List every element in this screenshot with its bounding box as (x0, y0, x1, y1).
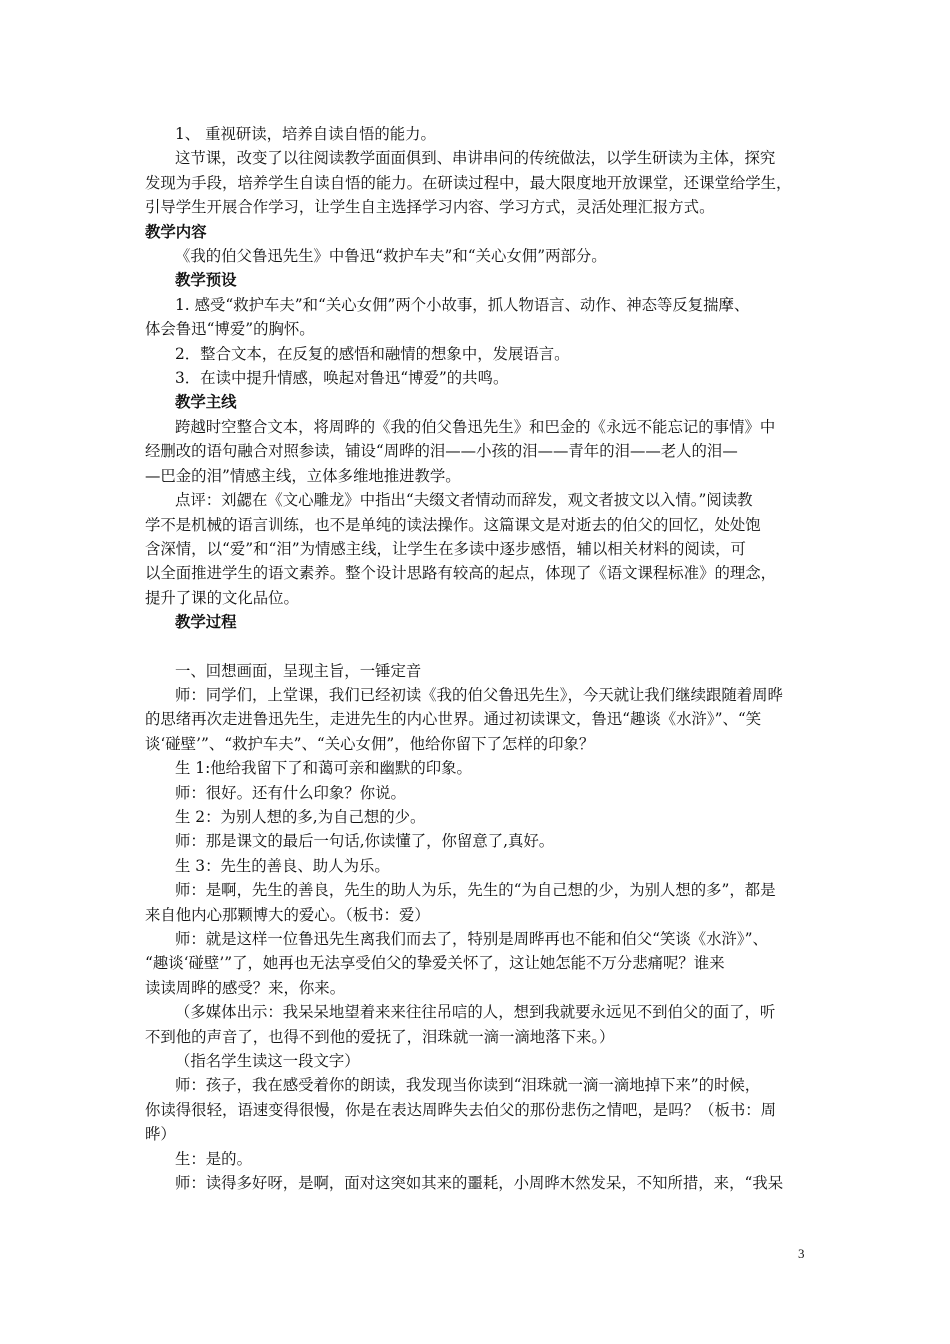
text-line: 你读得很轻，语速变得很慢，你是在表达周晔失去伯父的那份悲伤之情吧，是吗？（板书：周 (145, 1100, 777, 1119)
text-line: 这节课，改变了以往阅读教学面面俱到、串讲串问的传统做法，以学生研读为主体，探究 (175, 149, 776, 168)
text-line: 生 2：为别人想的多,为自己想的少。 (175, 807, 426, 826)
text-line: 点评：刘勰在《文心雕龙》中指出“夫缀文者情动而辞发，观文者披文以入情。”阅读教 (175, 491, 753, 510)
text-line: 师：孩子，我在感受着你的朗读，我发现当你读到“泪珠就一滴一滴地掉下来”的时候， (175, 1076, 761, 1095)
text-line: —巴金的泪”情感主线，立体多维地推进教学。 (145, 466, 461, 485)
text-line: 提升了课的文化品位。 (145, 588, 299, 607)
text-line: 生：是的。 (175, 1149, 252, 1168)
text-line: 师：同学们，上堂课，我们已经初读《我的伯父鲁迅先生》，今天就让我们继续跟随着周晔 (175, 685, 783, 704)
text-line: 师：是啊，先生的善良，先生的助人为乐，先生的“为自己想的少，为别人想的多”，都是 (175, 881, 776, 900)
text-line: 一、回想画面，呈现主旨，一锤定音 (175, 661, 422, 680)
page-number: 3 (798, 1246, 805, 1261)
section-heading: 教学内容 (145, 222, 207, 241)
text-line: 经删改的语句融合对照参读，铺设“周晔的泪——小孩的泪——青年的泪——老人的泪— (145, 442, 738, 461)
section-heading: 教学主线 (175, 393, 237, 412)
text-line: （多媒体出示：我呆呆地望着来来往往吊唁的人，想到我就要永远见不到伯父的面了，听 (175, 1003, 776, 1022)
document-body (145, 122, 815, 1195)
text-line: 1、 重视研读，培养自读自悟的能力。 (175, 125, 436, 143)
text-line: 生 3：先生的善良、助人为乐。 (175, 856, 390, 875)
text-line: 读读周晔的感受？来，你来。 (145, 978, 346, 997)
text-line: 师：那是课文的最后一句话,你读懂了，你留意了,真好。 (175, 832, 555, 851)
text-line: 师：就是这样一位鲁迅先生离我们而去了，特别是周晔再也不能和伯父“笑谈《水浒》”、 (175, 930, 768, 948)
text-line: 1. 感受“救护车夫”和“关心女佣”两个小故事，抓人物语言、动作、神态等反复揣摩、 (175, 295, 750, 314)
text-line: 含深情，以“爱”和“泪”为情感主线，让学生在多读中逐步感悟，辅以相关材料的阅读，可 (145, 539, 746, 558)
text-line: 引导学生开展合作学习，让学生自主选择学习内容、学习方式，灵活处理汇报方式。 (145, 198, 715, 217)
text-line: 跨越时空整合文本，将周晔的《我的伯父鲁迅先生》和巴金的《永远不能忘记的事情》中 (175, 417, 776, 436)
text-line: 《我的伯父鲁迅先生》中鲁迅“救护车夫”和“关心女佣”两部分。 (175, 247, 607, 266)
text-line: 2．整合文本，在反复的感悟和融情的想象中，发展语言。 (175, 344, 570, 363)
text-line: 师：读得多好呀，是啊，面对这突如其来的噩耗，小周晔木然发呆，不知所措，来，“我呆 (175, 1174, 784, 1193)
text-line: “趣谈‘碰壁’”了，她再也无法享受伯父的挚爱关怀了，这让她怎能不万分悲痛呢？谁来 (145, 954, 725, 973)
text-line: 晔） (145, 1125, 176, 1144)
text-line: 学不是机械的语言训练，也不是单纯的读法操作。这篇课文是对逝去的伯父的回忆，处处饱 (145, 515, 761, 534)
text-line: 3．在读中提升情感，唤起对鲁迅“博爱”的共鸣。 (175, 369, 509, 388)
section-heading: 教学预设 (175, 271, 237, 290)
blank-line (145, 635, 815, 659)
text-line: 不到他的声音了，也得不到他的爱抚了，泪珠就一滴一滴地落下来。） (145, 1027, 615, 1046)
text-line: 以全面推进学生的语文素养。整个设计思路有较高的起点，体现了《语文课程标准》的理念， (145, 564, 777, 583)
text-line: 发现为手段，培养学生自读自悟的能力。在研读过程中，最大限度地开放课堂，还课堂给学生， (145, 173, 792, 192)
text-line: 师：很好。还有什么印象？你说。 (175, 783, 406, 802)
text-line: 谈‘碰壁’”、“救护车夫”、“关心女佣”，他给你留下了怎样的印象？ (145, 734, 595, 753)
section-heading: 教学过程 (175, 613, 237, 632)
text-line: 来自他内心那颗博大的爱心。（板书：爱） (145, 905, 430, 924)
text-line: （指名学生读这一段文字） (175, 1052, 360, 1071)
text-line: 的思绪再次走进鲁迅先生，走进先生的内心世界。通过初读课文，鲁迅“趣谈《水浒》”、“笑 (145, 710, 762, 729)
text-line: 生 1:他给我留下了和蔼可亲和幽默的印象。 (175, 759, 472, 778)
text-line: 体会鲁迅“博爱”的胸怀。 (145, 320, 315, 339)
